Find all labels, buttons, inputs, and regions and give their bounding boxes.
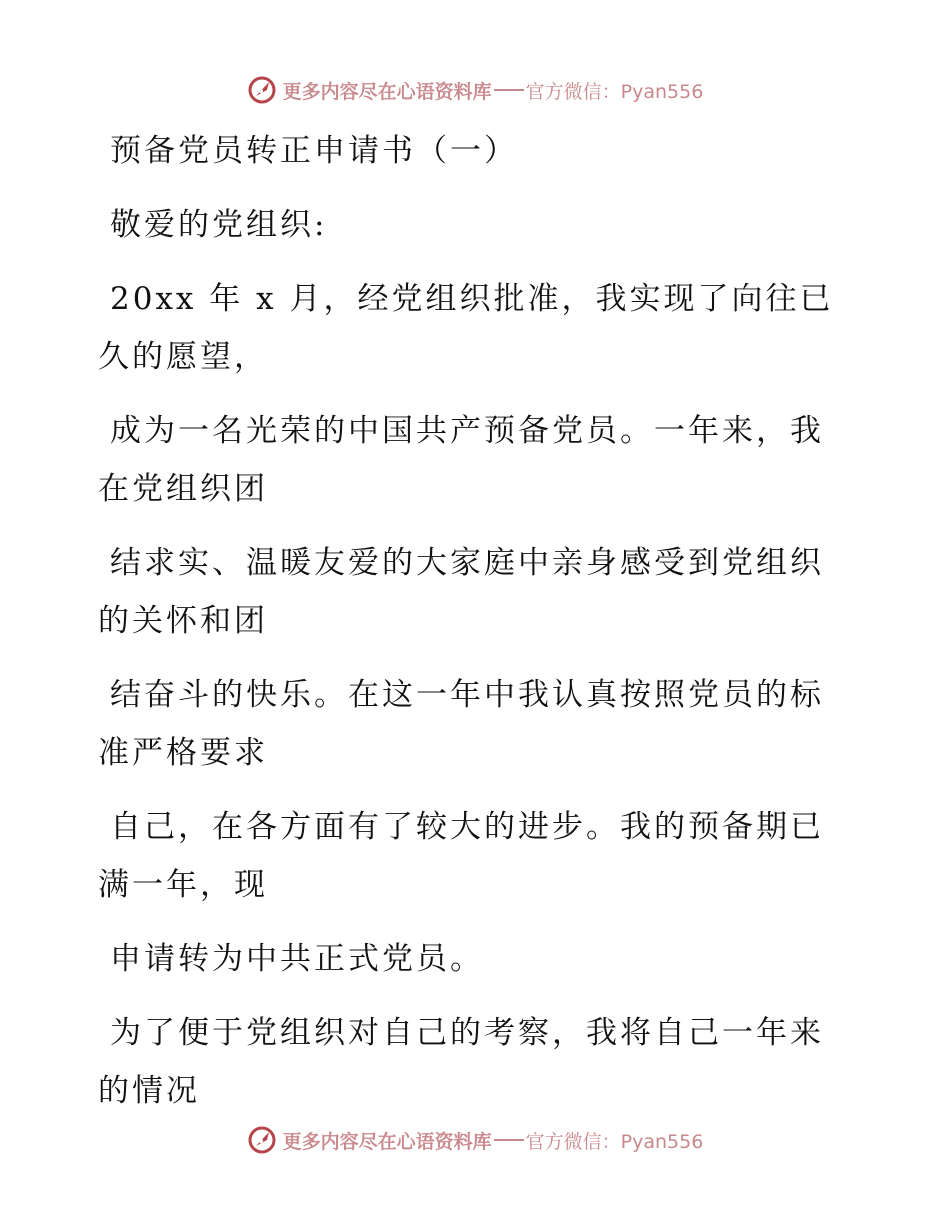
banner-dash	[494, 1139, 524, 1141]
document-line: 敬爱的党组织:	[110, 207, 328, 243]
quill-logo-icon	[247, 1125, 277, 1155]
document-line: 久的愿望，	[98, 339, 268, 375]
paragraph-gap	[98, 386, 838, 402]
document-line: 满一年，现	[98, 867, 268, 903]
paragraph-gap	[98, 180, 838, 196]
banner-official-account: 官方微信：Pyan556	[525, 80, 704, 103]
banner-official-account: 官方微信：Pyan556	[525, 1130, 704, 1153]
document-line: 为了便于党组织对自己的考察，我将自己一年来	[110, 1015, 824, 1051]
paragraph-gap	[98, 988, 838, 1004]
paragraph-gap	[98, 254, 838, 270]
quill-logo-icon	[247, 75, 277, 105]
document-line: 的关怀和团	[98, 603, 268, 639]
document-line: 在党组织团	[98, 471, 268, 507]
paragraph-gap	[98, 650, 838, 666]
header-banner	[0, 70, 950, 110]
banner-title: 更多内容尽在心语资料库	[282, 1130, 492, 1153]
footer-banner	[0, 1120, 950, 1160]
document-line: 20xx 年 x 月，经党组织批准，我实现了向往已	[110, 281, 834, 317]
banner-title: 更多内容尽在心语资料库	[282, 80, 492, 103]
paragraph-gap	[98, 782, 838, 798]
document-line: 预备党员转正申请书（一）	[110, 133, 518, 169]
document-line: 的情况	[98, 1073, 200, 1109]
banner-dash	[494, 89, 524, 91]
document-line: 结求实、温暖友爱的大家庭中亲身感受到党组织	[110, 545, 824, 581]
document-body	[98, 122, 838, 1120]
document-line: 结奋斗的快乐。在这一年中我认真按照党员的标	[110, 677, 824, 713]
paragraph-gap	[98, 914, 838, 930]
document-line: 成为一名光荣的中国共产预备党员。一年来，我	[110, 413, 824, 449]
paragraph-gap	[98, 518, 838, 534]
document-line: 自己，在各方面有了较大的进步。我的预备期已	[110, 809, 824, 845]
document-line: 申请转为中共正式党员。	[110, 941, 484, 977]
document-line: 准严格要求	[98, 735, 268, 771]
